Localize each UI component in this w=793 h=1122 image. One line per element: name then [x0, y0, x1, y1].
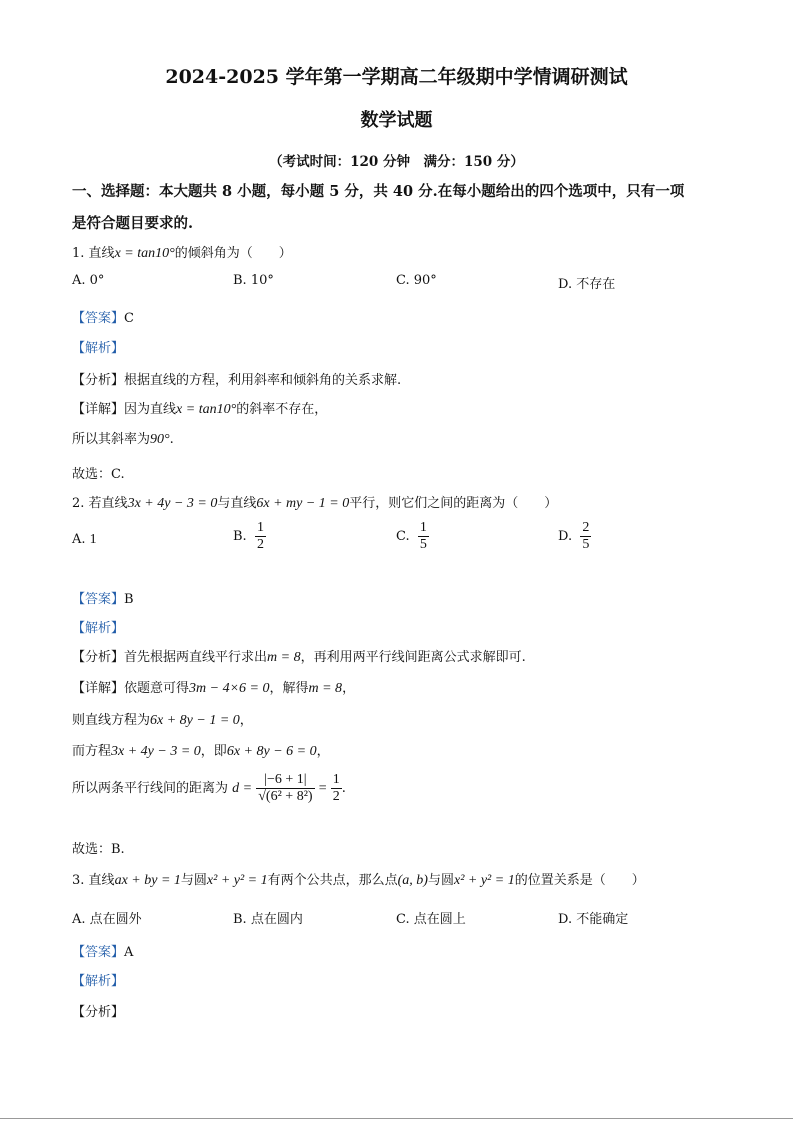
q1-detail-pre: 因为直线: [124, 402, 177, 417]
q1-detail: [72, 398, 327, 418]
q2-detail-post: ，: [342, 681, 356, 696]
q2-l2-math: 6x + 8y − 1 = 0: [150, 713, 240, 728]
q3-answer-value: A: [124, 945, 134, 960]
q3-option-c: C. 点在圆上: [396, 912, 466, 927]
fraction-numerator: 1: [332, 772, 340, 787]
q2-option-c: [396, 520, 429, 553]
q1-option-c: C. 90°: [396, 273, 437, 288]
q2-detail-line2: [72, 709, 253, 729]
exam-title: 2024-2025 学年第一学期高二年级期中学情调研测试: [165, 66, 628, 88]
answer-label: 【答案】: [72, 592, 125, 607]
q2-detail-pre: 依题意可得: [124, 681, 190, 696]
fenxi-label: 【分析】: [72, 650, 125, 665]
q1-analysis-label: 【解析】: [72, 341, 125, 356]
exam-info: （考试时间：120 分钟 满分：150 分）: [269, 154, 524, 170]
q1-detail-line2: [72, 428, 174, 448]
q2-detail-line3: [72, 740, 330, 760]
q2-l3-math2: 6x + 8y − 6 = 0: [226, 744, 317, 759]
q2-l4-equals: =: [318, 781, 327, 796]
fraction-denominator: 5: [582, 537, 590, 552]
q2-math2: 6x + my − 1 = 0: [256, 496, 350, 511]
q2-l3-math1: 3x + 4y − 3 = 0: [111, 744, 201, 759]
q3-mid1: 与圆: [180, 873, 207, 888]
fraction-numerator: 2: [582, 520, 590, 535]
q2-l4-pre: 所以两条平行线间的距离为: [72, 781, 229, 796]
q2-detail-math1: 3m − 4×6 = 0: [189, 681, 270, 696]
q2-option-a-label: A.: [72, 532, 86, 547]
fraction-denominator: 2: [332, 789, 340, 804]
q2-l4-lhs: d =: [232, 781, 253, 796]
q1-answer-value: C: [124, 311, 134, 326]
section-heading-line1: 一、选择题：本大题共 8 小题，每小题 5 分，共 40 分.在每小题给出的四个选项中，只有一项: [72, 183, 685, 200]
q2-pre: 若直线: [88, 496, 128, 511]
q2-detail-line4: [72, 772, 346, 805]
xiangjie-label: 【详解】: [72, 402, 125, 417]
q1-number: 1.: [72, 246, 89, 261]
q2-l3-mid: ，即: [200, 744, 227, 759]
q2-option-d-label: D.: [558, 529, 573, 544]
q1-pre: 直线: [88, 246, 115, 261]
fenxi-label: 【分析】: [72, 373, 125, 388]
q2-l4-post: .: [341, 781, 346, 796]
q2-answer-value: B: [124, 592, 134, 607]
q1-fenxi: [72, 369, 401, 388]
q2-l2-pre: 则直线方程为: [72, 713, 151, 728]
q2-option-a: [72, 532, 97, 548]
q1-line2-pre: 所以其斜率为: [72, 432, 151, 447]
q3-answer: [72, 941, 133, 960]
q1-option-d: D. 不存在: [558, 277, 616, 292]
q1-line2-math: 90°: [150, 432, 170, 447]
page-bottom-divider: [0, 1118, 793, 1119]
q1-detail-math: x = tan10°: [176, 402, 237, 417]
xiangjie-label: 【详解】: [72, 681, 125, 696]
fraction-numerator: 1: [256, 520, 264, 535]
q2-fenxi-pre: 首先根据两直线平行求出: [124, 650, 268, 665]
q1-stem: [72, 242, 292, 262]
answer-label: 【答案】: [72, 311, 125, 326]
q2-fenxi-post: ，再利用两平行线间距离公式求解即可.: [300, 650, 526, 665]
q1-fenxi-text: 根据直线的方程，利用斜率和倾斜角的关系求解.: [124, 373, 402, 388]
q2-option-d: [558, 520, 591, 553]
q3-mid2: 有两个公共点，那么点: [267, 873, 398, 888]
q2-fenxi-math: m = 8: [267, 650, 301, 665]
fraction-numerator: |−6 + 1|: [256, 772, 314, 789]
q2-detail-math2: m = 8: [308, 681, 343, 696]
q3-stem: [72, 869, 645, 889]
q2-conclusion: 故选：B.: [72, 842, 125, 857]
q3-math1: ax + by = 1: [114, 873, 181, 888]
q2-l3-pre: 而方程: [72, 744, 112, 759]
q1-conclusion: 故选：C.: [72, 467, 125, 482]
q1-line2-post: .: [169, 432, 174, 447]
q3-pre: 直线: [88, 873, 115, 888]
fraction-denominator: √(6² + 8²): [258, 789, 313, 804]
section-heading-line2: 是符合题目要求的.: [72, 215, 194, 232]
q2-detail: [72, 677, 355, 697]
q3-fenxi-label: 【分析】: [72, 1005, 125, 1020]
q2-option-b-label: B.: [233, 529, 247, 544]
q2-analysis-label: 【解析】: [72, 621, 125, 636]
q2-option-c-fraction: [418, 520, 429, 553]
q2-math1: 3x + 4y − 3 = 0: [127, 496, 218, 511]
q2-option-b-fraction: [255, 520, 266, 553]
q3-option-a: A. 点在圆外: [72, 912, 142, 927]
q3-number: 3.: [72, 873, 89, 888]
q3-post: 的位置关系是（ ）: [514, 873, 645, 888]
q2-option-a-value: 1: [89, 532, 97, 547]
q2-detail-mid: ，解得: [269, 681, 309, 696]
q2-option-d-fraction: [580, 520, 591, 553]
q1-detail-post: 的斜率不存在，: [236, 402, 328, 417]
distance-fraction: [256, 772, 314, 805]
q2-stem: [72, 492, 557, 512]
q3-math2: x² + y² = 1: [206, 873, 268, 888]
result-fraction: [331, 772, 342, 805]
q3-math3: (a, b): [397, 873, 428, 888]
fraction-denominator: 2: [256, 537, 264, 552]
q2-answer: [72, 588, 134, 607]
q2-option-c-label: C.: [396, 529, 410, 544]
q3-option-d: D. 不能确定: [558, 912, 629, 927]
q3-mid3: 与圆: [427, 873, 454, 888]
q2-option-b: [233, 520, 266, 553]
q3-option-b: B. 点在圆内: [233, 912, 303, 927]
q1-post: 的倾斜角为（ ）: [174, 246, 292, 261]
q3-analysis-label: 【解析】: [72, 974, 125, 989]
q2-l2-post: ，: [239, 713, 253, 728]
q1-math: x = tan10°: [114, 246, 175, 261]
q2-post: 平行，则它们之间的距离为（ ）: [349, 496, 558, 511]
fraction-denominator: 5: [419, 537, 427, 552]
q2-fenxi: [72, 646, 526, 666]
q2-number: 2.: [72, 496, 89, 511]
q2-mid: 与直线: [217, 496, 257, 511]
answer-label: 【答案】: [72, 945, 125, 960]
q2-l3-post: ，: [316, 744, 330, 759]
q1-answer: [72, 307, 134, 326]
fraction-numerator: 1: [419, 520, 427, 535]
q1-option-a: A. 0°: [72, 273, 105, 288]
subject-title: 数学试题: [360, 110, 433, 131]
q1-option-b: B. 10°: [233, 273, 274, 288]
q3-math4: x² + y² = 1: [453, 873, 515, 888]
